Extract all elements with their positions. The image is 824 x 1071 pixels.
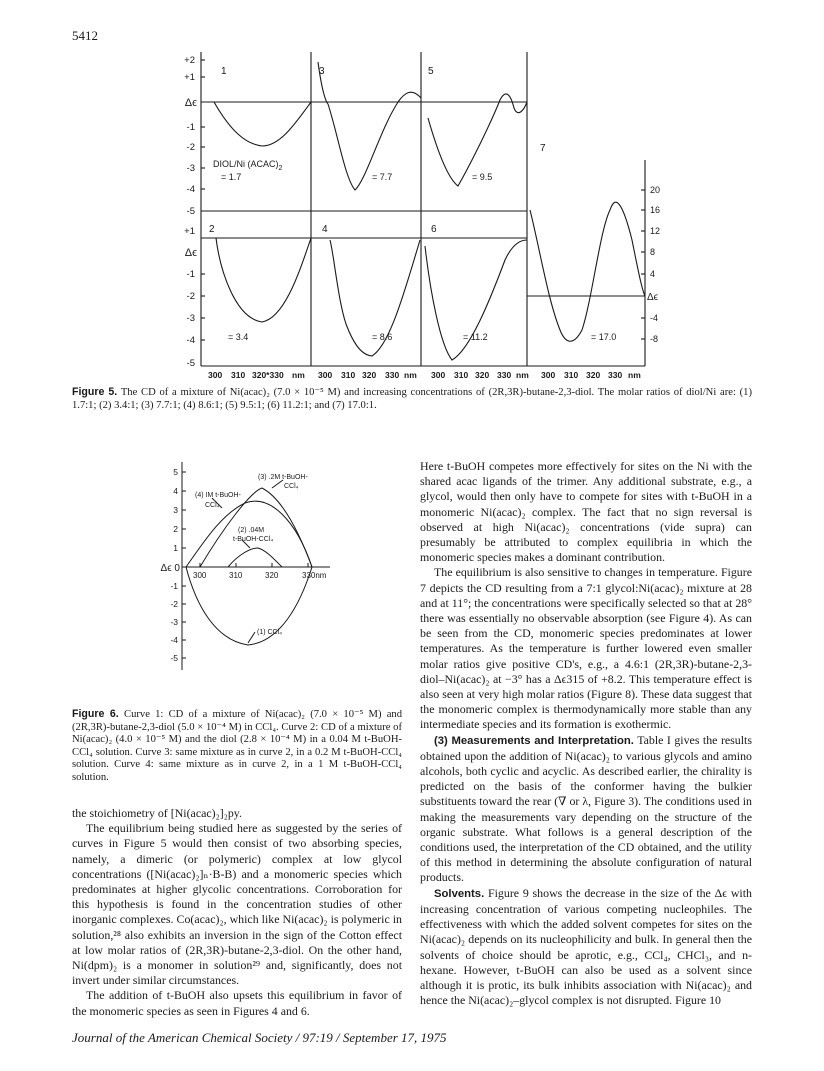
f6-curve-label: (4) IM t-BuOH-	[195, 492, 241, 499]
figure-5-caption: Figure 5. The CD of a mixture of Ni(acac)₂ (7.0 × 10⁻⁵ M) and increasing concentrations of (2R,3R)-butane-2,3-diol. The molar ratios of diol/Ni are: (1) 1.7:1; (2) 3.4:1; (3) 7.7:1; (4) 8.6:1; (5) 9.5:1; (6) 11.2:1; and (7) 17.0:1.	[72, 386, 752, 411]
f5-panel-label: 3	[319, 66, 325, 77]
f5-xtick: 310	[564, 370, 579, 380]
f6-ytick: 2	[173, 524, 178, 534]
f6-ytick: 3	[173, 505, 178, 515]
f5-ytick: -5	[186, 358, 195, 369]
f5-xtick: 300	[431, 370, 446, 380]
f5-panel-label: 5	[428, 66, 434, 77]
f5-ytick: -5	[186, 206, 195, 217]
right-column-text	[420, 459, 752, 1008]
f5-xtick: 310	[341, 370, 356, 380]
f5-xtick: nm	[404, 370, 417, 380]
f5-ytick: -2	[186, 142, 195, 153]
f6-curve-label: CCl₄	[205, 502, 220, 509]
f5-ratio: = 3.4	[228, 332, 249, 342]
paragraph: The equilibrium is also sensitive to changes in temperature. Figure 7 depicts the CD resulting from a 7:1 glycol:Ni(acac)₂ mixture at 28 and at 11°; the concentrations were specifically selected so that at 28° there was essentially no observable absorption (see Figure 4). As can be seen from the CD, monomeric species predominates at lower temperatures. As the temperature is further lowered even smaller molar ratios give positive CD's, e.g., a 4.6:1 (2R,3R)-butane-2,3-diol–Ni(acac)₂ at −3° has a Δϵ315 of +8.2. This temperature effect is also seen at very high molar ratios (Figure 8). These data suggest that the monomeric complex is thermodynamically more stable than any intermediate species and its formation is exothermic.	[420, 565, 752, 732]
f5-rtick: 20	[650, 185, 661, 195]
f5-xtick: 300	[541, 370, 556, 380]
f6-ytick: -3	[170, 617, 178, 627]
f6-curve-label: t-BuOH-CCl₄	[233, 536, 274, 543]
f5-ytick: -1	[186, 122, 195, 133]
fig5-curve-2	[216, 238, 311, 322]
f5-rtick: -8	[650, 334, 659, 344]
f5-panel-label: 1	[221, 66, 227, 77]
f6-ytick: -2	[170, 599, 178, 609]
f5-ytick: +1	[184, 226, 195, 237]
f5-xtick: 320	[475, 370, 490, 380]
f5-ratio: = 1.7	[221, 172, 242, 182]
fig6-curve-4	[186, 501, 312, 567]
f5-xtick: 320	[586, 370, 601, 380]
f5-rtick: Δϵ	[647, 292, 659, 303]
f5-xtick: nm	[516, 370, 529, 380]
f5-ytick: -3	[186, 163, 195, 174]
paragraph: the stoichiometry of [Ni(acac)₂]₂py.	[72, 806, 242, 820]
f5-xtick: nm	[628, 370, 641, 380]
f5-ratio: = 11.2	[463, 332, 488, 342]
f5-xtick: nm	[292, 370, 305, 380]
page-number: 5412	[72, 28, 98, 43]
section-heading: (3) Measurements and Interpretation.	[434, 734, 634, 747]
f5-ratio: = 17.0	[591, 332, 617, 342]
f5-ytick: -2	[186, 291, 195, 302]
paragraph: (3) Measurements and Interpretation. Table I gives the results obtained upon the addition of Ni(acac)₂ to various glycols and amino alcohols, both cyclic and acyclic. As described earlier, the chirality is predicted on the basis of the conformer having the bulkier substituents toward the rear (∇ or λ, Figure 3). The conditions used in making the measurements vary depending on the structure of the organic substrate. What follows is a general description of the conditions used, the interpretation of the CD obtained, and the utility of this method in determining the absolute configuration of natural products.	[420, 732, 752, 885]
f5-ytick: Δϵ	[184, 97, 197, 109]
fig5-curve-3	[318, 62, 421, 190]
f6-ytick: -4	[170, 635, 178, 645]
figure-5	[0, 0, 824, 380]
f5-diol-label: DIOL/Ni $(ACAC)_2$	[213, 159, 283, 172]
f5-xtick: 300	[318, 370, 333, 380]
f6-ytick: 1	[173, 543, 178, 553]
f6-ytick: 5	[173, 467, 178, 477]
f5-rtick: 16	[650, 205, 661, 215]
f5-xtick: 320	[362, 370, 377, 380]
f5-panel-label: 2	[209, 224, 215, 235]
f5-ytick: +1	[184, 72, 195, 83]
fig6-curve-1	[186, 567, 312, 645]
f6-curve-label: CCl₄	[284, 483, 299, 490]
fig6-curve-2	[228, 548, 282, 567]
f5-xtick: 320*330	[252, 370, 284, 380]
f5-ratio: = 7.7	[372, 172, 393, 182]
f6-ytick: 4	[173, 486, 178, 496]
f5-xtick: 330	[497, 370, 512, 380]
f5-xtick: 310	[454, 370, 469, 380]
paragraph: The equilibrium being studied here as suggested by the series of curves in Figure 5 would then consist of two absorbing species, namely, a dimeric (or polymeric) complex at low glycol concentrations ([Ni(acac)₂]ₙ·B-B) and a monomeric species which predominates at higher glycolic concentrations. Corroboration for this hypothesis is found in the concentration studies of other inorganic complexes. Co(acac)₂, which like Ni(acac)₂ is polymeric in solution,²⁸ also exhibits an inversion in the sign of the Cotton effect at low molar ratios of (2R,3R)-butane-2,3-diol. On the other hand, Ni(dpm)₂ is a monomer in solution²⁹ and, significantly, does not invert under similar circumstances.	[72, 821, 402, 988]
f6-xtick: 320	[265, 571, 279, 580]
f5-ratio: = 8.6	[372, 332, 393, 342]
f6-curve-label: (3) .2M t-BuOH-	[258, 474, 308, 481]
section-heading: Solvents.	[434, 887, 485, 900]
f5-rtick: 12	[650, 226, 661, 236]
f6-ytick: -5	[170, 653, 178, 663]
f5-panel-label: 7	[540, 143, 546, 154]
f6-ytick: -1	[170, 581, 178, 591]
f6-xtick: 310	[229, 571, 243, 580]
f5-panel-label: 4	[322, 224, 328, 235]
f5-ytick: +2	[184, 55, 195, 66]
f6-xtick: 300	[193, 571, 207, 580]
fig6-curve-3	[200, 488, 312, 567]
fig5-curve-1	[214, 102, 311, 146]
f5-ytick: -3	[186, 313, 195, 324]
f5-xtick: 330	[608, 370, 623, 380]
f6-ytick: Δϵ 0	[160, 563, 180, 574]
f5-ytick: -4	[186, 335, 195, 346]
f5-rtick: -4	[650, 313, 659, 323]
paragraph: Solvents. Figure 9 shows the decrease in the size of the Δϵ with increasing concentration of various competing nucleophiles. The effectiveness with which the added solvent competes for sites on the Ni(acac)₂ depends on its nucleophilicity and bulk. In general then the solvents of choice should be aprotic, e.g., CCl₄, CHCl₃, and n-hexane. However, t-BuOH can also be used as a solvent since although it is protic, its bulk inhibits association with Ni(acac)₂ and hence the Ni(acac)₂–glycol complex is not disrupted. Figure 10	[420, 885, 752, 1008]
f5-ytick: -4	[186, 184, 195, 195]
f6-xtick: 330nm	[302, 571, 327, 580]
f5-ytick: Δϵ	[184, 247, 197, 259]
f5-xtick: 330	[385, 370, 400, 380]
fig5-curve-6	[425, 240, 527, 360]
f5-rtick: 4	[650, 269, 656, 279]
f5-ytick: -1	[186, 269, 195, 280]
f5-panel-label: 6	[431, 224, 437, 235]
f5-rtick: 8	[650, 247, 656, 257]
journal-footer: Journal of the American Chemical Society / 97:19 / September 17, 1975	[72, 1030, 447, 1045]
f6-curve-label: (1) CCl₄	[257, 629, 283, 636]
f5-ratio: = 9.5	[472, 172, 493, 182]
f5-xtick: 310	[231, 370, 246, 380]
f5-xtick: 300	[208, 370, 223, 380]
paragraph: Here t-BuOH competes more effectively for sites on the Ni with the shared acac ligands of the trimer. Any additional substrate, e.g., a glycol, would then only have to compete for sites with t-BuOH in a monomeric Ni(acac)₂ complex. The fact that no sign reversal is observed at high Ni(acac)₂ concentrations (vide supra) can presumably be attributed to complex equilibria in which the monomeric species makes a dominant contribution.	[420, 459, 752, 565]
fig5-curve-7	[530, 202, 645, 341]
figure-6-caption: Figure 6. Curve 1: CD of a mixture of Ni(acac)₂ (7.0 × 10⁻⁵ M) and (2R,3R)-butane-2,3-diol (5.0 × 10⁻⁴ M) in CCl₄. Curve 2: CD of a mixture of Ni(acac)₂ (4.0 × 10⁻⁵ M) and the diol (2.8 × 10⁻⁴ M) in a 0.04 M t-BuOH-CCl₄ solution. Curve 3: same mixture as in curve 2, in a 0.2 M t-BuOH-CCl₄ solution. Curve 4: same mixture as in curve 2, in a 1 M t-BuOH-CCl₄ solution.	[72, 708, 403, 783]
f6-curve-label: (2) .04M	[238, 527, 265, 534]
left-column-text	[72, 806, 402, 1019]
paragraph: The addition of t-BuOH also upsets this equilibrium in favor of the monomeric species as seen in Figures 4 and 6.	[72, 988, 402, 1018]
